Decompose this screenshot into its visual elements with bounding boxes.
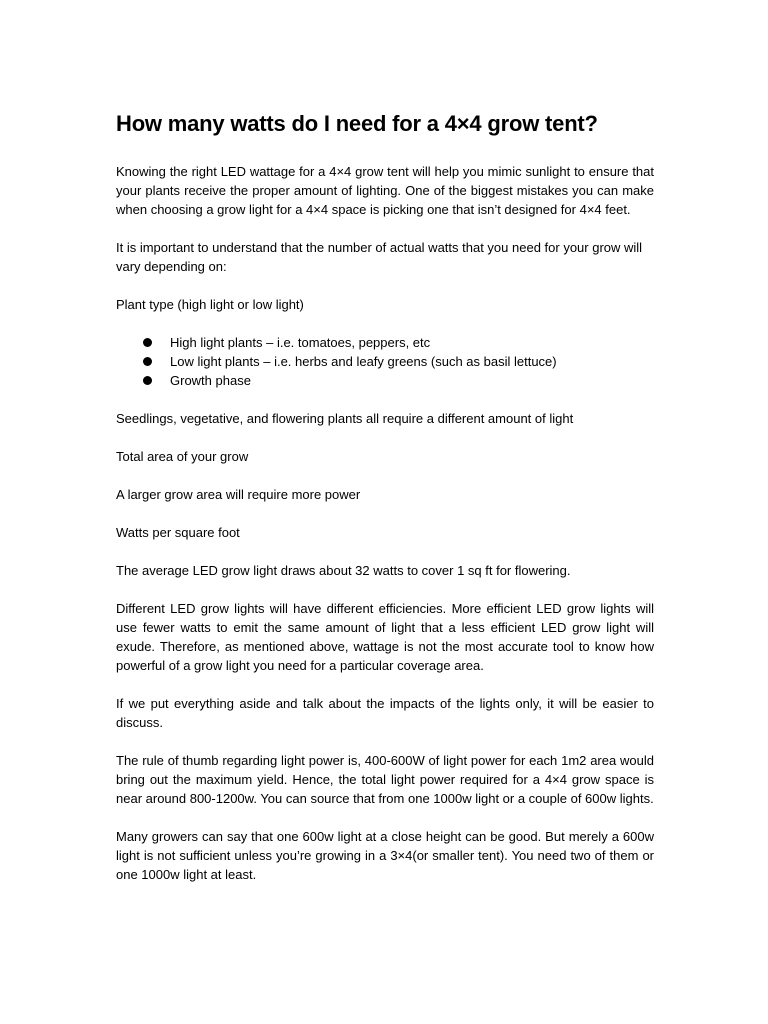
paragraph: Plant type (high light or low light) xyxy=(116,297,304,312)
list-item-text: High light plants – i.e. tomatoes, peppers, etc xyxy=(170,335,431,350)
paragraph: It is important to understand that the number of actual watts that you need for your grow will vary depending on: xyxy=(116,240,643,274)
paragraph: Total area of your grow xyxy=(116,449,249,464)
paragraph: A larger grow area will require more power xyxy=(116,487,361,502)
paragraph: Seedlings, vegetative, and flowering plants all require a different amount of light xyxy=(116,411,574,426)
paragraph: The rule of thumb regarding light power is, 400-600W of light power for each 1m2 area would bring out the maximum yield. Hence, the total light power required for a 4×4 grow space is near around 800-1200w. You can source that from one 1000w light or a couple of 600w lights. xyxy=(116,753,654,806)
list-item xyxy=(116,352,654,371)
paragraph: Watts per square foot xyxy=(116,525,240,540)
page-title: How many watts do I need for a 4×4 grow tent? xyxy=(116,111,598,136)
paragraph: Many growers can say that one 600w light at a close height can be good. But merely a 600w light is not sufficient unless you’re growing in a 3×4(or smaller tent). You need two of them or one 1000w light at least. xyxy=(116,829,654,882)
paragraph: Different LED grow lights will have different efficiencies. More efficient LED grow lights will use fewer watts to emit the same amount of light that a less efficient LED grow light will exude. Therefore, as mentioned above, wattage is not the most accurate tool to know how powerful of a grow light you need for a particular coverage area. xyxy=(116,601,654,673)
document-body xyxy=(116,108,654,903)
list-item-text: Growth phase xyxy=(170,373,251,388)
intro-paragraph: Knowing the right LED wattage for a 4×4 grow tent will help you mimic sunlight to ensure that your plants receive the proper amount of lighting. One of the biggest mistakes you can make when choosing a grow light for a 4×4 space is picking one that isn’t designed for 4×4 feet. xyxy=(116,164,654,217)
list-item xyxy=(116,333,654,352)
bullet-icon xyxy=(143,338,152,347)
bullet-list xyxy=(116,333,654,390)
list-item xyxy=(116,371,654,390)
paragraph: If we put everything aside and talk about the impacts of the lights only, it will be easier to discuss. xyxy=(116,696,654,730)
paragraph: The average LED grow light draws about 32 watts to cover 1 sq ft for flowering. xyxy=(116,563,571,578)
bullet-icon xyxy=(143,376,152,385)
bullet-icon xyxy=(143,357,152,366)
list-item-text: Low light plants – i.e. herbs and leafy greens (such as basil lettuce) xyxy=(170,354,557,369)
